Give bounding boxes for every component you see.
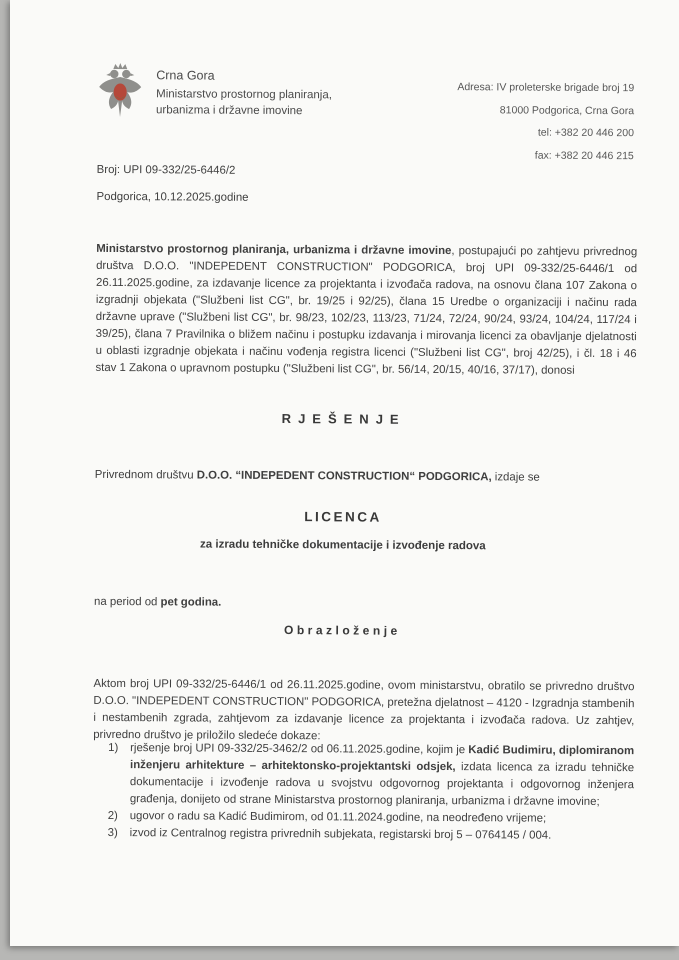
issued-to-post: izdaje se xyxy=(491,471,540,484)
evidence-number: 1) xyxy=(108,741,119,755)
evidence-number: 2) xyxy=(107,809,118,823)
reference-number: Broj: UPI 09-332/25-6446/2 xyxy=(96,163,236,177)
contact-block xyxy=(457,65,634,167)
period-line xyxy=(94,594,635,614)
issued-to-pre: Privrednom društvu xyxy=(94,469,197,482)
explanation-title: Obrazloženje xyxy=(283,623,401,638)
tel-line: tel: +382 20 446 200 xyxy=(537,126,634,140)
document-page xyxy=(10,0,679,946)
evidence-text xyxy=(130,740,634,811)
intro-paragraph-bold: Ministarstvo prostornog planiranja, urbanizma i državne imovine xyxy=(96,243,452,258)
evidence-1-pre: rješenje broj UPI 09-332/25-3462/2 od 06.11.2025.godine, kojim je xyxy=(130,742,469,757)
evidence-1-post: izdata licenca za izradu tehničke dokumentacije i izvođenje radova u svojstvu odgovornog projektanta i odgovornog inženjera građenja, donijeto od strane Ministarstva prostornog planiranja, urbanizma i državne imovine; xyxy=(129,761,635,808)
evidence-item xyxy=(108,825,634,845)
evidence-2-pre: ugovor o radu sa Kadić Budimirom, od 01.11.2024.godine, na neodređeno vrijeme; xyxy=(129,810,547,825)
period-pre: na period od xyxy=(94,596,161,609)
reference-block xyxy=(96,162,248,207)
evidence-list xyxy=(108,740,635,845)
coat-of-arms-icon xyxy=(97,63,143,119)
issued-to-line xyxy=(95,467,636,487)
intro-paragraph-rest: , postupajući po zahtjevu privrednog društva D.O.O. "INDEPEDENT CONSTRUCTION" PODGORICA, broj UPI 09-332/25-6446/1 od 26.11.2025.godine, za izdavanje licence za projektanta i izvođača radova, na osnovu člana 107 Zakona o izgradnji objekata ("Službeni list CG", br. 19/25 i 92/25), člana 15 Uredbe o organizaciji i načinu rada državne uprave ("Službeni list CG", br. 98/23, 102/23, 113/23, 71/24, 72/24, 90/24, 93/24, 104/24, 117/24 i 39/25), člana 7 Pravilnika o bližem načinu i postupku izdavanja i mirovanja licenci za obavljanje djelatnosti u oblasti izgradnje objekata i načinu vođenja registra licenci ("Službeni list CG", broj 42/25), i čl. 18 i 46 stav 1 Zakona o upravnom postupku ("Službeni list CG", br. 56/14, 20/15, 40/16, 37/17), donosi xyxy=(95,245,638,378)
evidence-number: 3) xyxy=(107,826,118,840)
ministry-identity xyxy=(156,63,332,165)
decision-title: RJEŠENJE xyxy=(281,411,406,427)
evidence-text xyxy=(130,825,634,845)
address-line-1: Adresa: IV proleterske brigade broj 19 xyxy=(457,81,635,95)
evidence-item xyxy=(108,740,634,811)
fax-line: fax: +382 20 446 215 xyxy=(534,149,634,162)
letterhead xyxy=(97,63,635,167)
intro-paragraph xyxy=(95,241,637,380)
ministry-name-line2: urbanizma i državne imovine xyxy=(156,103,303,117)
document-content xyxy=(6,0,679,948)
issued-to-company: D.O.O. “INDEPEDENT CONSTRUCTION“ PODGORICA, xyxy=(196,469,492,484)
period-duration: pet godina. xyxy=(160,596,222,610)
evidence-3-pre: izvod iz Centralnog registra privrednih subjekata, registarski broj 5 – 0764145 / 004. xyxy=(129,827,552,842)
letterhead-left xyxy=(97,63,332,165)
explanation-paragraph: Aktom broj UPI 09-332/25-6446/1 od 26.11.2025.godine, ovom ministarstvu, obratilo se privredno društvo D.O.O. "INDEPEDENT CONSTRUCTION" PODGORICA, pretežna djelatnost – 4120 - Izgradnja stambenih i nestambenih zgrada, zahtjevom za izdavanje licence za projektanta i izvođača radova. Uz zahtjev, privredno društvo je priložilo sledeće dokaze: xyxy=(93,678,635,743)
reference-place-date: Podgorica, 10.12.2025.godine xyxy=(96,190,249,204)
license-title: LICENCA xyxy=(304,509,382,525)
country-name: Crna Gora xyxy=(156,68,215,83)
evidence-1-bold: Kadić Budimiru, diplomiranom inženjeru arhitekture – arhitektonsko-projektantski odsjek, xyxy=(130,744,635,774)
license-subtitle: za izradu tehničke dokumentacije i izvođenje radova xyxy=(200,538,486,553)
ministry-name-line1: Ministarstvo prostornog planiranja, xyxy=(156,88,332,102)
address-line-2: 81000 Podgorica, Crna Gora xyxy=(499,103,635,117)
